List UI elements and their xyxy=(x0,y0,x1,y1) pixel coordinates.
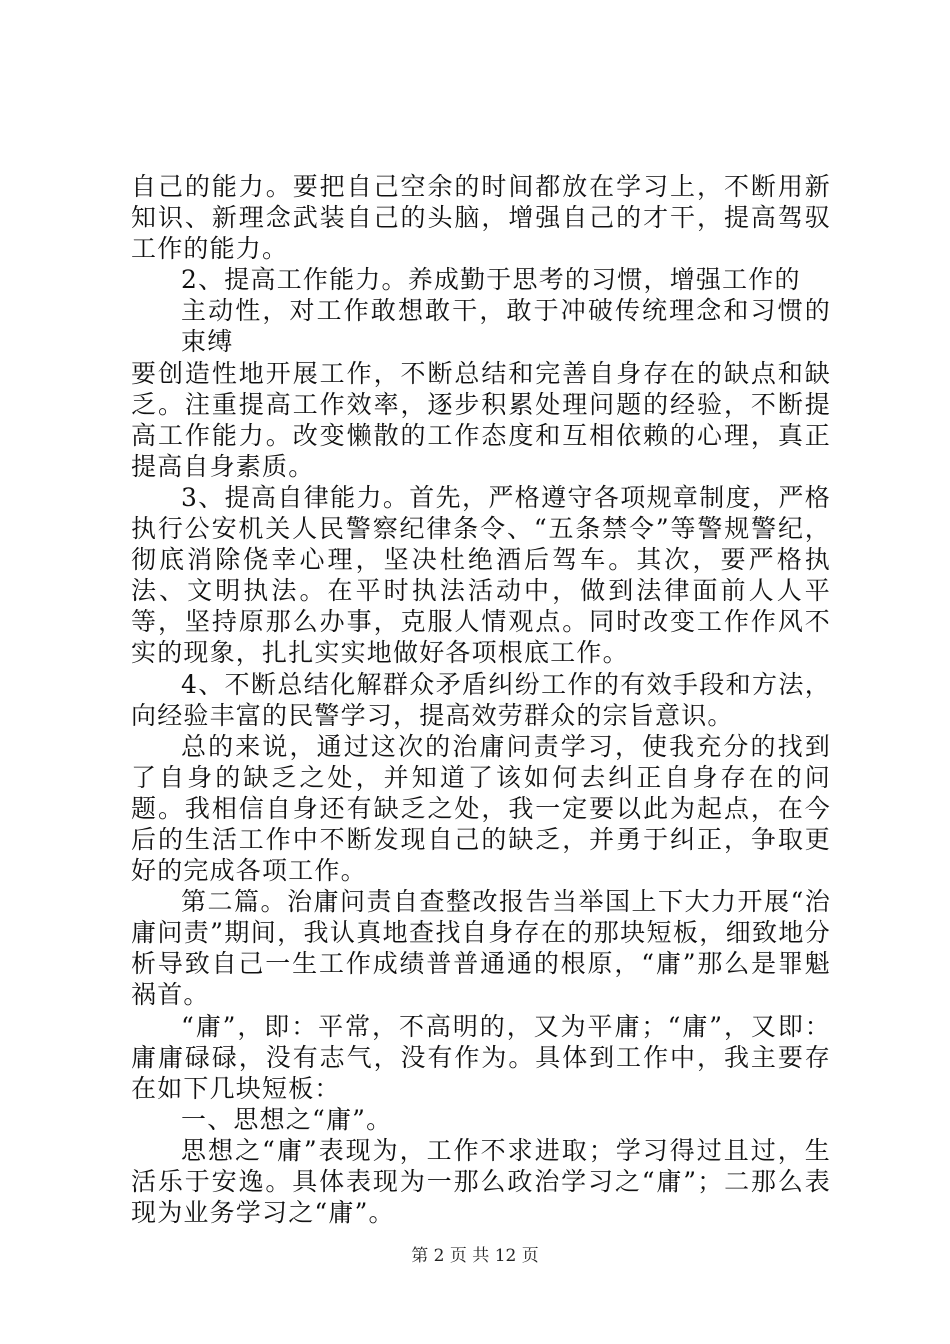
section-heading-thought: 一、思想之“庸”。 xyxy=(181,1104,393,1134)
paragraph-item-3: 3、提高自律能力。首先，严格遵守各项规章制度，严格执行公安机关人民警察纪律条令、“五条禁令”等警规警纪，彻底消除侥幸心理，坚决杜绝酒后驾车。其次，要严格执法、文明执法。在平时执法活动中，做到法律面前人人平等，坚持原那么办事，克服人情观点。同时改变工作作风不实的现象，扎扎实实地做好各项根底工作。 xyxy=(131,482,831,668)
body-text xyxy=(131,171,831,1228)
page-footer: 第 2 页 共 12 页 xyxy=(411,1246,539,1266)
paragraph-definition: “庸”，即：平常，不高明的，又为平庸；“庸”，又即：庸庸碌碌，没有志气，没有作为。具体到工作中，我主要存在如下几块短板： xyxy=(131,1011,831,1103)
paragraph-item-2-continuation: 要创造性地开展工作，不断总结和完善自身存在的缺点和缺乏。注重提高工作效率，逐步积累处理问题的经验，不断提高工作能力。改变懒散的工作态度和互相依赖的心理，真正提高自身素质。 xyxy=(131,358,831,481)
paragraph-item-4: 4、不断总结化解群众矛盾纠纷工作的有效手段和方法，向经验丰富的民警学习，提高效劳群众的宗旨意识。 xyxy=(131,669,831,730)
paragraph-second-article: 第二篇。治庸问责自查整改报告当举国上下大力开展“治庸问责”期间，我认真地查找自身存在的那块短板，细致地分析导致自己一生工作成绩普普通通的根原，“庸”那么是罪魁祸首。 xyxy=(131,887,831,1010)
paragraph-item-2-line: 主动性，对工作敢想敢干，敢于冲破传统理念和习惯的束缚 xyxy=(181,296,831,357)
paragraph-continuation: 自己的能力。要把自己空余的时间都放在学习上，不断用新知识、新理念武装自己的头脑，增强自己的才干，提高驾驭工作的能力。 xyxy=(131,172,831,264)
paragraph-thought-detail: 思想之“庸”表现为，工作不求进取；学习得过且过，生活乐于安逸。具体表现为一那么政治学习之“庸”；二那么表现为业务学习之“庸”。 xyxy=(131,1135,831,1228)
paragraph-summary: 总的来说，通过这次的治庸问责学习，使我充分的找到了自身的缺乏之处，并知道了该如何去纠正自身存在的问题。我相信自身还有缺乏之处，我一定要以此为起点，在今后的生活工作中不断发现自己的缺乏，并勇于纠正，争取更好的完成各项工作。 xyxy=(131,731,831,886)
paragraph-item-2: 2、提高工作能力。养成勤于思考的习惯，增强工作的 xyxy=(181,265,801,295)
